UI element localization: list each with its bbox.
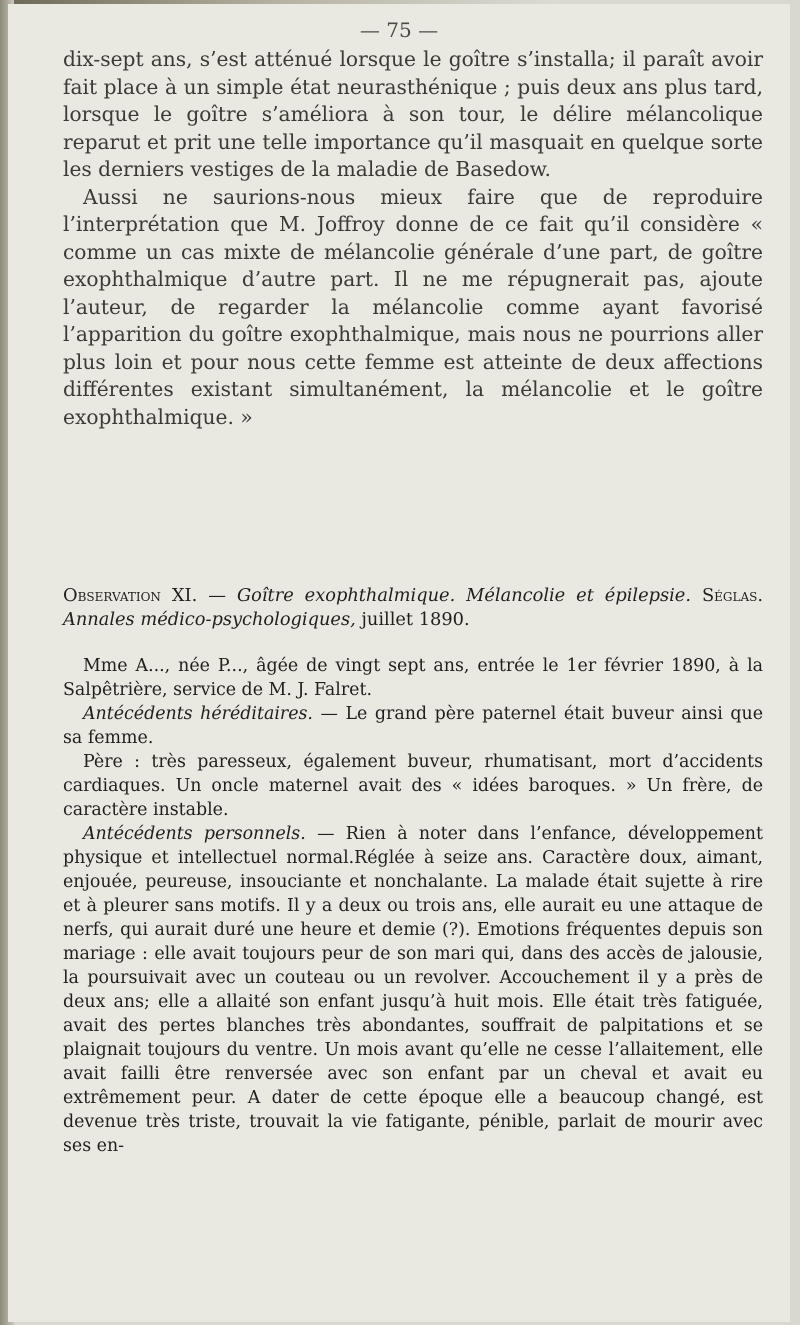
book-page xyxy=(8,4,790,1322)
intro-section xyxy=(63,46,763,431)
case-paragraph-1: Mme A..., née P..., âgée de vingt sept ans, entrée le 1er février 1890, à la Salpêtrière, service de M. J. Falret. xyxy=(63,656,763,700)
observation-title: Goître exophthalmique. Mélancolie et épilepsie. xyxy=(236,585,691,606)
observation-dash: — xyxy=(197,585,237,606)
personal-label: Antécédents personnels. xyxy=(83,824,306,844)
observation-journal: Annales médico-psychologiques, xyxy=(63,609,356,630)
intro-paragraph-2: Aussi ne saurions-nous mieux faire que de reproduire l’interprétation que M. Joffroy donne de ce fait qu’il considère « comme un cas mixte de mélancolie générale d’une part, de goître exophthalmique d’autre part. Il ne me répugnerait pas, ajoute l’auteur, de regarder la mélancolie comme ayant favorisé l’apparition du goître exophthalmique, mais nous ne pourrions aller plus loin et pour nous cette femme est atteinte de deux affections différentes existant simultanément, la mélancolie et le goître exophthalmique. » xyxy=(63,184,763,429)
observation-author: Séglas. xyxy=(701,585,763,606)
case-paragraph-3: Père : très paresseux, également buveur, rhumatisant, mort d’accidents cardiaques. Un oncle maternel avait des « idées baroques. » Un frère, de caractère instable. xyxy=(63,752,763,820)
hereditary-text: — Le grand père paternel était buveur ainsi que sa femme. xyxy=(63,704,763,748)
intro-paragraph: dix-sept ans, s’est atténué lorsque le goître s’installa; il paraît avoir fait place à un simple état neurasthénique ; puis deux ans plus tard, lorsque le goître s’améliora à son tour, le délire mélancolique reparut et prit une telle importance qu’il masquait en quelque sorte les derniers vestiges de la maladie de Basedow. xyxy=(63,47,763,181)
page-number: — 75 — xyxy=(359,18,439,42)
personal-text: — Rien à noter dans l’enfance, développement physique et intellectuel normal.Réglée à seize ans. Caractère doux, aimant, enjouée, peureuse, insouciante et nonchalante. La malade était sujette à rire et à pleurer sans motifs. Il y a deux ou trois ans, elle aurait eu une attaque de nerfs, qui aurait duré une heure et demie (?). Emotions fréquentes depuis son mariage : elle avait toujours peur de son mari qui, dans des accès de jalousie, la poursuivait avec un couteau ou un revolver. Accouchement il y a près de deux ans; elle a allaité son enfant jusqu’à huit mois. Elle était très fatiguée, avait des pertes blanches très abondantes, souffrait de palpitations et se plaignait toujours du ventre. Un mois avant qu’elle ne cesse l’allaitement, elle avait failli être renversée avec son enfant par un cheval et avait eu extrêmement peur. A dater de cette époque elle a beaucoup changé, est devenue très triste, trouvait la vie fatigante, pénible, parlait de mourir avec ses en- xyxy=(63,824,763,1156)
observation-date: juillet 1890. xyxy=(355,609,470,630)
hereditary-label: Antécédents héréditaires. xyxy=(83,704,313,724)
case-section xyxy=(63,654,763,1158)
observation-label: Observation XI. xyxy=(63,585,198,606)
observation-heading xyxy=(63,584,763,632)
